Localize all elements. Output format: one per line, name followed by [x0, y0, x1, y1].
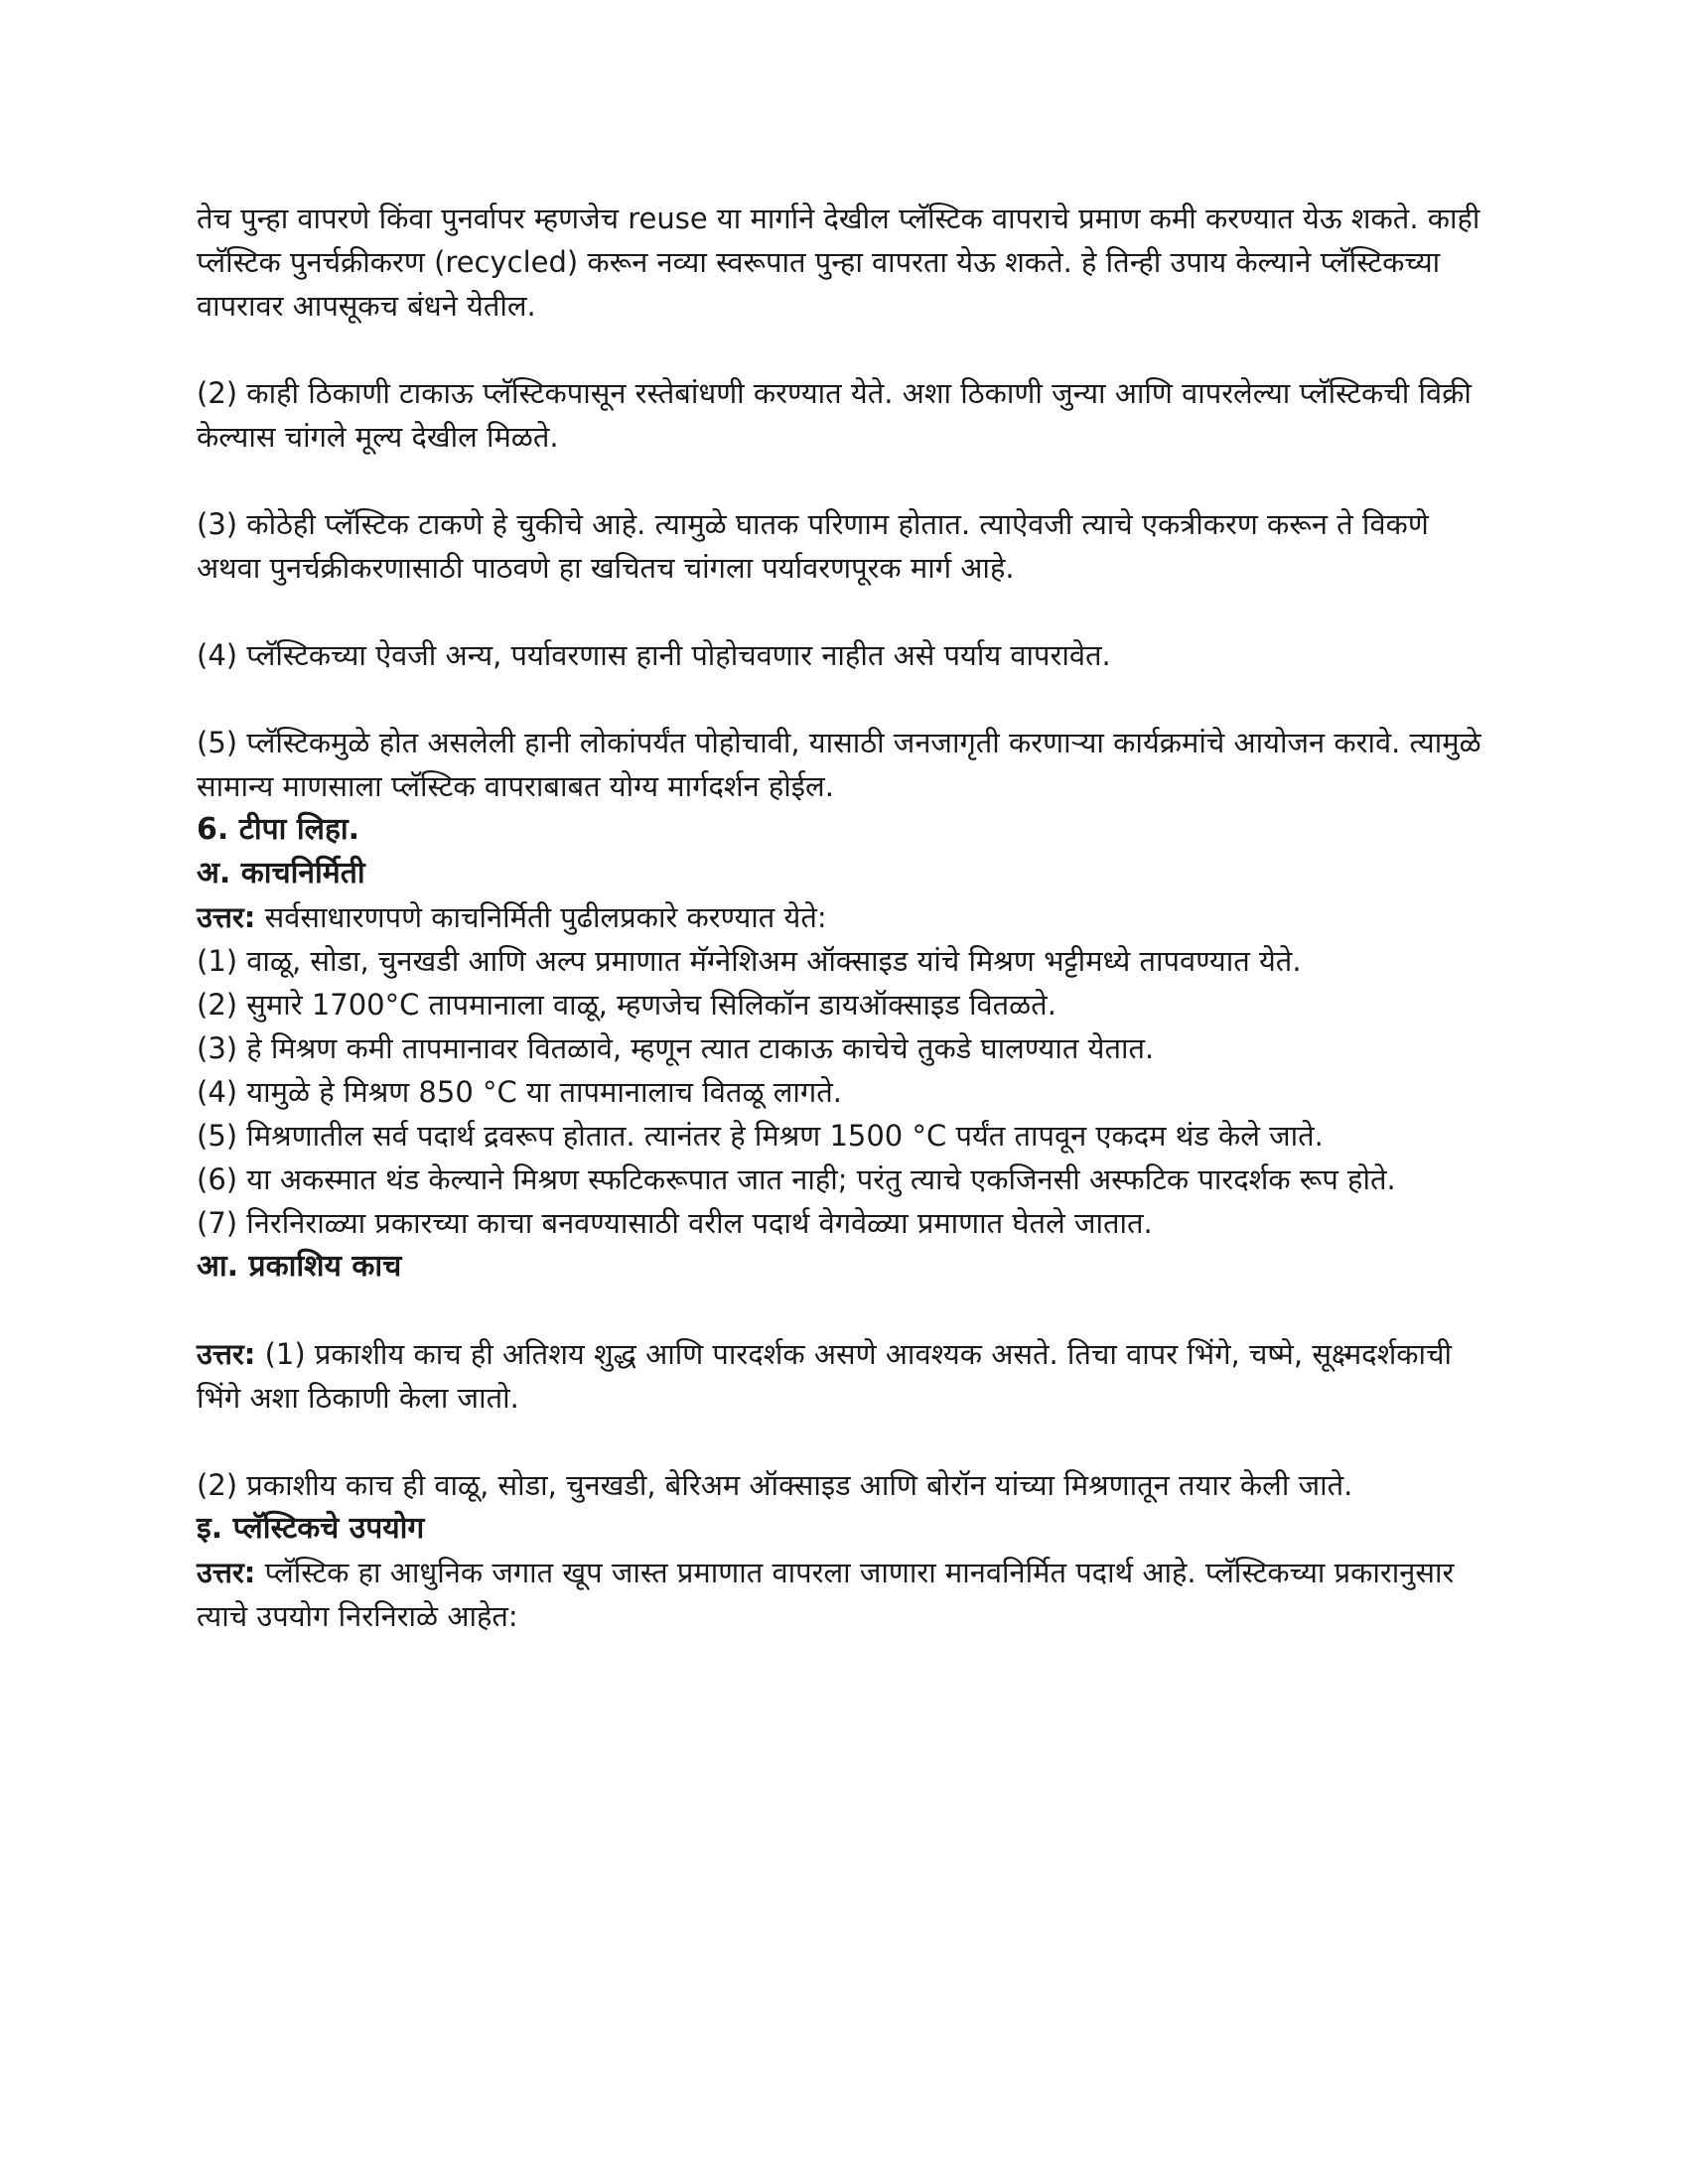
list-item: (2) काही ठिकाणी टाकाऊ प्लॅस्टिकपासून रस्तेबांधणी करण्यात येते. अशा ठिकाणी जुन्या आणि वापरलेल्या प्लॅस्टिकची विक्री केल्यास चांगले मूल्य देखील मिळते.	[197, 376, 1472, 454]
list-item: (1) वाळू, सोडा, चुनखडी आणि अल्प प्रमाणात मॅग्नेशिअम ऑक्साइड यांचे मिश्रण भट्टीमध्ये तापवण्यात येते.	[197, 944, 1302, 978]
document-page	[197, 197, 1487, 1638]
section-b-point-1-text: (1) प्रकाशीय काच ही अतिशय शुद्ध आणि पारदर्शक असणे आवश्यक असते. तिचा वापर भिंगे, चष्मे, सूक्ष्मदर्शकाची भिंगे अशा ठिकाणी केला जातो.	[197, 1337, 1452, 1415]
list-item: (5) मिश्रणातील सर्व पदार्थ द्रवरूप होतात. त्यानंतर हे मिश्रण 1500 °C पर्यंत तापवून एकदम थंड केले जाते.	[197, 1119, 1324, 1153]
section-a-intro	[197, 895, 1487, 939]
list-item: (6) या अकस्मात थंड केल्याने मिश्रण स्फटिकरूपात जात नाही; परंतु त्याचे एकजिनसी अस्फटिक पारदर्शक रूप होते.	[197, 1162, 1396, 1196]
section-b-point-1	[197, 1332, 1487, 1420]
answer-label: उत्तर:	[197, 1556, 256, 1589]
question-heading: 6. टीपा लिहा.	[197, 812, 360, 847]
intro-paragraph: तेच पुन्हा वापरणे किंवा पुनर्वापर म्हणजेच reuse या मार्गाने देखील प्लॅस्टिक वापराचे प्रमाण कमी करण्यात येऊ शकते. काही प्लॅस्टिक पुनर्चक्रीकरण (recycled) करून नव्या स्वरूपात पुन्हा वापरता येऊ शकते. हे तिन्ही उपाय केल्याने प्लॅस्टिकच्या वापरावर आपसूकच बंधने येतील.	[197, 202, 1480, 323]
list-item: (2) सुमारे 1700°C तापमानाला वाळू, म्हणजेच सिलिकॉन डायऑक्साइड वितळते.	[197, 988, 1056, 1022]
list-item: (4) प्लॅस्टिकच्या ऐवजी अन्य, पर्यावरणास हानी पोहोचवणार नाहीत असे पर्याय वापरावेत.	[197, 638, 1111, 672]
answer-label: उत्तर:	[197, 900, 256, 934]
section-a-title: अ. काचनिर्मिती	[197, 856, 365, 890]
section-b-title: आ. प्रकाशिय काच	[197, 1249, 402, 1284]
list-item: (3) हे मिश्रण कमी तापमानावर वितळावे, म्हणून त्यात टाकाऊ काचेचे तुकडे घालण्यात येतात.	[197, 1031, 1155, 1065]
section-a-intro-text: सर्वसाधारणपणे काचनिर्मिती पुढीलप्रकारे करण्यात येते:	[255, 900, 827, 934]
section-c-text-body: प्लॅस्टिक हा आधुनिक जगात खूप जास्त प्रमाणात वापरला जाणारा मानवनिर्मित पदार्थ आहे. प्लॅस्टिकच्या प्रकारानुसार त्याचे उपयोग निरनिराळे आहेत:	[197, 1556, 1455, 1633]
section-c-text	[197, 1551, 1487, 1638]
list-item: (5) प्लॅस्टिकमुळे होत असलेली हानी लोकांपर्यंत पोहोचावी, यासाठी जनजागृती करणाऱ्या कार्यक्रमांचे आयोजन करावे. त्यामुळे सामान्य माणसाला प्लॅस्टिक वापराबाबत योग्य मार्गदर्शन होईल.	[197, 726, 1481, 803]
answer-label: उत्तर:	[197, 1337, 256, 1371]
section-c-title: इ. प्लॅस्टिकचे उपयोग	[197, 1511, 425, 1546]
section-b-point-2: (2) प्रकाशीय काच ही वाळू, सोडा, चुनखडी, बेरिअम ऑक्साइड आणि बोरॉन यांच्या मिश्रणातून तयार केली जाते.	[197, 1468, 1353, 1502]
list-item: (4) यामुळे हे मिश्रण 850 °C या तापमानालाच वितळू लागते.	[197, 1075, 842, 1109]
list-item: (7) निरनिराळ्या प्रकारच्या काचा बनवण्यासाठी वरील पदार्थ वेगवेळ्या प्रमाणात घेतले जातात.	[197, 1206, 1153, 1240]
list-item: (3) कोठेही प्लॅस्टिक टाकणे हे चुकीचे आहे. त्यामुळे घातक परिणाम होतात. त्याऐवजी त्याचे एकत्रीकरण करून ते विकणे अथवा पुनर्चक्रीकरणासाठी पाठवणे हा खचितच चांगला पर्यावरणपूरक मार्ग आहे.	[197, 507, 1429, 585]
